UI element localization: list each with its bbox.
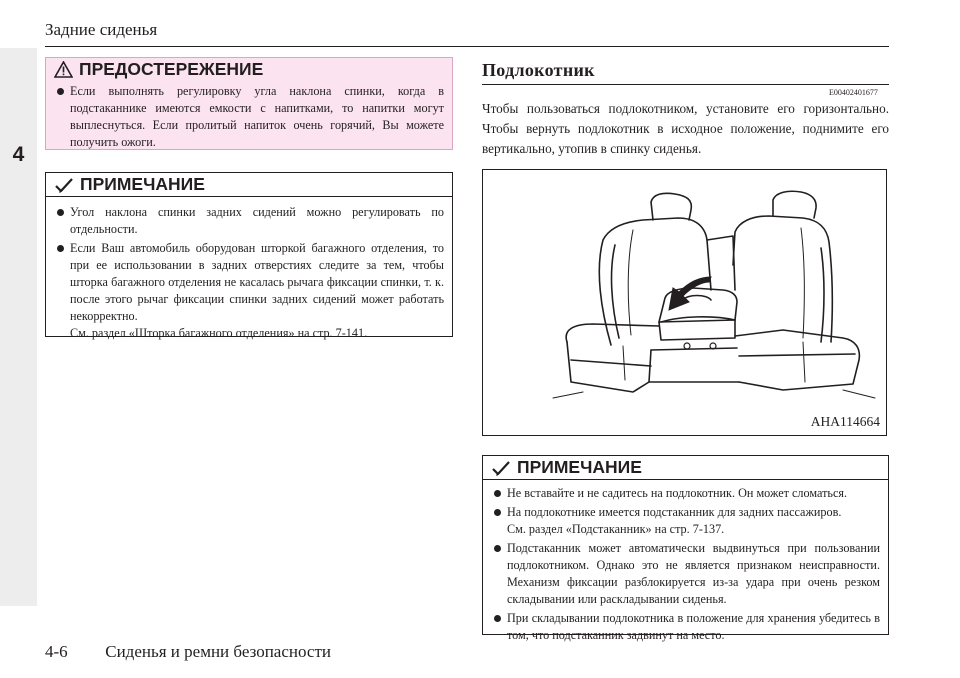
page-footer xyxy=(45,642,331,662)
note-title: ПРИМЕЧАНИЕ xyxy=(80,174,205,194)
note-box-2 xyxy=(482,455,889,642)
chapter-tab-number: 4 xyxy=(12,143,25,166)
section-divider xyxy=(482,84,889,85)
fold-down-arrow xyxy=(669,277,711,310)
warning-box xyxy=(45,57,453,150)
warning-title: ПРЕДОСТЕРЕЖЕНИЕ xyxy=(79,59,264,79)
chapter-tab-strip xyxy=(0,48,37,606)
note-title-row xyxy=(54,174,205,195)
page-number: 4-6 xyxy=(45,642,68,661)
note-item: На подлокотнике имеется подстаканник для задних пассажиров. См. раздел «Подстаканник» на стр. 7-137. xyxy=(493,504,880,538)
header-divider xyxy=(45,46,889,47)
note-item: Не вставайте и не садитесь на подлокотник. Он может сломаться. xyxy=(493,485,880,502)
warning-item: Если выполнять регулировку угла наклона спинки, когда в подстаканнике имеются емкости с напитками, то напитки могут выплеснуться. Если пролитый напиток очень горячий, Вы можете получить ожоги. xyxy=(56,83,444,151)
footer-section-name: Сиденья и ремни безопасности xyxy=(105,642,331,661)
note-item: При складывании подлокотника в положение для хранения убедитесь в том, что подстаканник задвинут на место. xyxy=(493,610,880,644)
section-code: E00402401677 xyxy=(829,88,878,97)
note-pen-icon xyxy=(491,460,511,476)
note-title-row xyxy=(491,457,642,478)
figure-label: AHA114664 xyxy=(810,414,880,429)
warning-list xyxy=(56,83,444,153)
note-item: Подстаканник может автоматически выдвинуться при пользовании подлокотником. Однако это не является признаком неисправности. Механизм фиксации разблокируется из-за удара при очень резком складывании или раскладывании сиденья. xyxy=(493,540,880,608)
section-title: Подлокотник xyxy=(482,60,595,80)
section-body: Чтобы пользоваться подлокотником, установите его горизонтально. Чтобы вернуть подлокотник в исходное положение, поднимите его вертикально, утопив в спинку сиденья. xyxy=(482,101,889,156)
note-title-divider xyxy=(46,196,452,197)
note-list xyxy=(493,485,880,646)
note-pen-icon xyxy=(54,177,74,193)
note-title-divider xyxy=(483,479,888,480)
rear-seat-armrest-drawing xyxy=(483,170,886,435)
note-box-1 xyxy=(45,172,453,340)
armrest-illustration xyxy=(482,169,887,436)
warning-title-row xyxy=(54,59,263,80)
note-title: ПРИМЕЧАНИЕ xyxy=(517,457,642,477)
note-list xyxy=(56,204,444,344)
note-item: Если Ваш автомобиль оборудован шторкой багажного отделения, то при ее использовании в задних отверстиях следите за тем, чтобы шторка багажного отделения не касалась рычага фиксации спинки, т. к. после этого рычаг фиксации спинки задних сидений может работать некорректно. См. раздел «Шторка багажного отделения» на стр. 7-141. xyxy=(56,240,444,342)
page-header-title: Задние сиденья xyxy=(45,20,158,39)
note-item: Угол наклона спинки задних сидений можно регулировать по отдельности. xyxy=(56,204,444,238)
warning-triangle-icon xyxy=(54,61,73,78)
